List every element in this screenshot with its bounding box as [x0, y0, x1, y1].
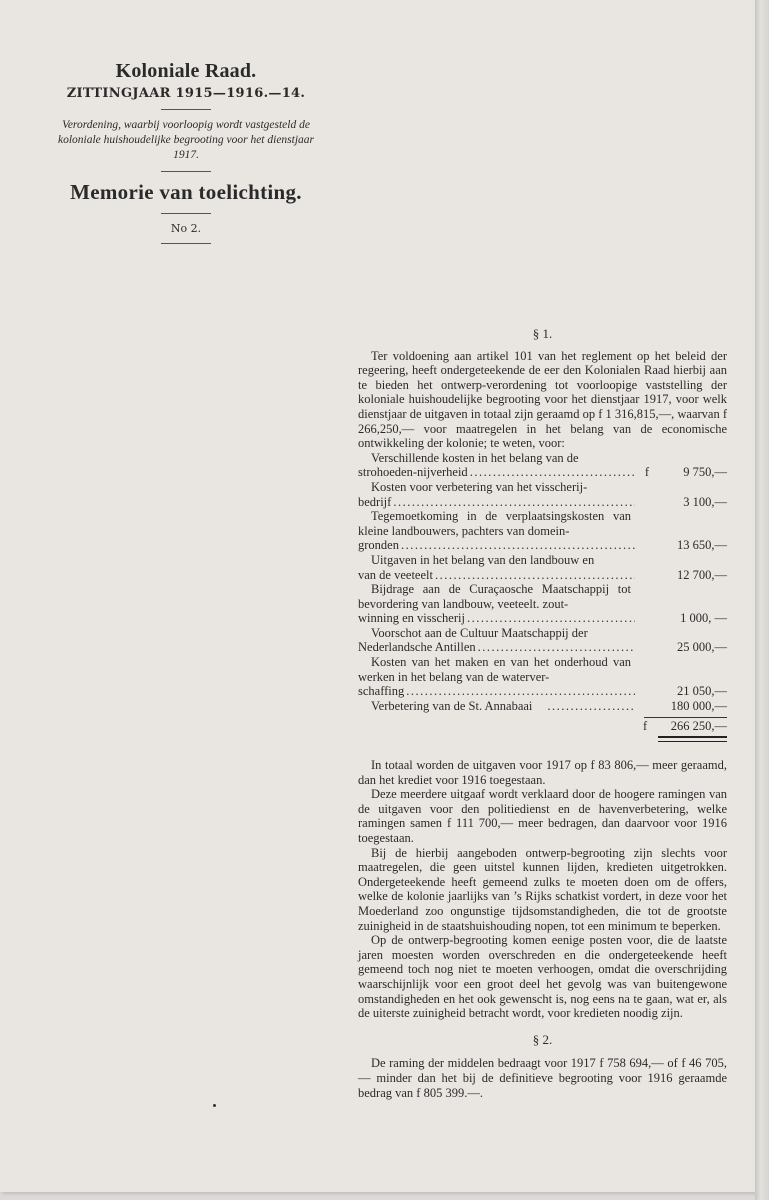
- total-amount: 266 250,—: [670, 719, 727, 734]
- expense-lead: Verbetering van de St. Annabaai: [371, 698, 533, 713]
- expense-desc: Voorschot aan de Cultuur Maatschappij der: [371, 625, 588, 640]
- expense-item: [358, 626, 727, 655]
- spacer: [358, 1021, 727, 1033]
- expense-lead: van de veeteelt: [358, 567, 433, 582]
- paragraph: Bij de hierbij aangeboden ontwerp-begrooting zijn slechts voor maatregelen, die geen uitstel kunnen lijden, kredieten uitgetrokken. Ondergeteekende heeft gemeend zulks te moeten doen om de offers, welke de kolonie jaarlijks van ’s Rijks schatkist vordert, in deze voor het Moederland zoo ongunstige tijdsomstandigheden, die tot de grootste zuinigheid in de staatshuishouding nopen, tot een minimum te beperken.: [358, 845, 727, 933]
- expense-lead: gronden: [358, 538, 399, 553]
- expense-amount: 9 750,—: [683, 465, 727, 480]
- subject-line: Verordening, waarbij voorloopig wordt vastgesteld de koloniale huishoudelijke begrooting voor het dienstjaar 1917.: [57, 119, 315, 161]
- paragraph: Op de ontwerp-begrooting komen eenige posten voor, die de laatste jaren moesten worden overschreden en die ondergeteekende heeft gemeend toch nog niet te moeten verhoogen, omdat die overschrijding waarschijnlijk voor een groot deel het gevolg was van buitengewone omstandigheden en het ook gewenscht is, nog eens na te gaan, wat er, als de uiterste zuinigheid betracht wordt, voor kredieten noodig zijn.: [358, 933, 727, 1021]
- expense-lead: bedrijf: [358, 494, 392, 509]
- leader-dots: [534, 699, 635, 714]
- expense-item: [358, 553, 727, 582]
- expense-desc: Bijdrage aan de Curaçaosche Maatschappij tot bevordering van landbouw, veeteelt. zout-: [358, 582, 631, 611]
- leader-dots: [470, 465, 635, 480]
- expense-amount: 21 050,—: [677, 684, 727, 699]
- expense-item: [358, 699, 727, 714]
- session-line: ZITTINGJAAR 1915—1916.—14.: [66, 86, 306, 101]
- section-1-title: § 1.: [532, 326, 553, 341]
- expense-lead: Nederlandsche Antillen: [358, 640, 476, 655]
- expense-item: [358, 655, 727, 699]
- document-header: [50, 60, 322, 252]
- section-2-text: De raming der middelen bedraagt voor 1917 f 758 694,— of f 46 705,— minder dan het bij de definitieve begrooting voor 1916 geraamde bedrag van f 805 399.—.: [358, 1056, 727, 1100]
- expense-line: [358, 495, 727, 510]
- spacer: [358, 742, 727, 758]
- expense-amount: 25 000,—: [677, 640, 727, 655]
- header-divider: [161, 109, 211, 110]
- expense-desc: Kosten van het maken en van het onderhoud van werken in het belang van de waterver-: [358, 655, 631, 684]
- body-column: [358, 327, 727, 1100]
- expense-line: [358, 699, 727, 714]
- number-divider: [161, 243, 211, 244]
- document-number: No 2.: [170, 222, 202, 235]
- expense-item: [358, 451, 727, 480]
- section-2-title: § 2.: [532, 1031, 553, 1047]
- leader-dots: [406, 684, 635, 699]
- page-edge: [755, 0, 769, 1200]
- leader-dots: [401, 538, 635, 553]
- expense-desc: Kosten voor verbetering van het visscherij-: [371, 479, 588, 494]
- expense-line: [358, 465, 727, 480]
- paragraph: Deze meerdere uitgaaf wordt verklaard door de hoogere ramingen van de uitgaven voor den politiedienst en de havenverbetering, welke ramingen samen f 111 700,— meer bedragen, dan daarvoor voor 1916 toegestaan.: [358, 787, 727, 845]
- memorie-divider: [161, 213, 211, 214]
- expense-lead: strohoeden-nijverheid: [358, 465, 468, 480]
- ink-dot: [213, 1104, 216, 1107]
- expense-desc: Tegemoetkoming in de verplaatsingskosten van kleine landbouwers, pachters van domein-: [358, 509, 631, 538]
- expense-amount: 13 650,—: [677, 538, 727, 553]
- leader-dots: [467, 611, 635, 626]
- leader-dots: [393, 495, 635, 510]
- section-1-intro: Ter voldoening aan artikel 101 van het reglement op het beleid der regeering, heeft ondergeteekende de eer den Kolonialen Raad hierbij aan te bieden het ontwerp-verordening tot voorloopige vaststelling der koloniale huishoudelijke begrooting voor het dienstjaar 1917, voor welk dienstjaar de uitgaven in totaal zijn geraamd op f 1 316,815,—, waarvan f 266,250,— voor maatregelen in het belang van de economische ontwikkeling der kolonie; te weten, voor:: [358, 348, 727, 451]
- total-rule: [644, 717, 727, 718]
- total-currency: f: [643, 719, 648, 734]
- expense-lead: winning en visscherij: [358, 611, 465, 626]
- expense-list: [358, 451, 727, 714]
- subject-divider: [161, 171, 211, 172]
- expense-currency: f: [644, 465, 649, 480]
- expense-amount: 180 000,—: [670, 698, 727, 713]
- expense-line: [358, 568, 727, 583]
- expense-line: [358, 538, 727, 553]
- council-title: Koloniale Raad.: [115, 60, 257, 82]
- leader-dots: [435, 568, 635, 583]
- expense-amount: 12 700,—: [677, 567, 727, 582]
- expense-line: [358, 640, 727, 655]
- expense-item: [358, 582, 727, 626]
- expense-lead: schaffing: [358, 684, 405, 699]
- expense-line: [358, 684, 727, 699]
- expense-item: [358, 480, 727, 509]
- expense-amount: 3 100,—: [683, 494, 727, 509]
- expense-desc: Uitgaven in het belang van den landbouw en: [371, 552, 595, 567]
- leader-dots: [478, 640, 635, 655]
- memorie-title: Memorie van toelichting.: [70, 180, 302, 204]
- expense-amount: 1 000, —: [680, 611, 727, 626]
- expense-line: [358, 611, 727, 626]
- expense-item: [358, 509, 727, 553]
- expense-desc: Verschillende kosten in het belang van de: [371, 450, 579, 465]
- paragraph: In totaal worden de uitgaven voor 1917 op f 83 806,— meer geraamd, dan het krediet voor 1916 toegestaan.: [358, 758, 727, 787]
- expense-total: [358, 719, 727, 734]
